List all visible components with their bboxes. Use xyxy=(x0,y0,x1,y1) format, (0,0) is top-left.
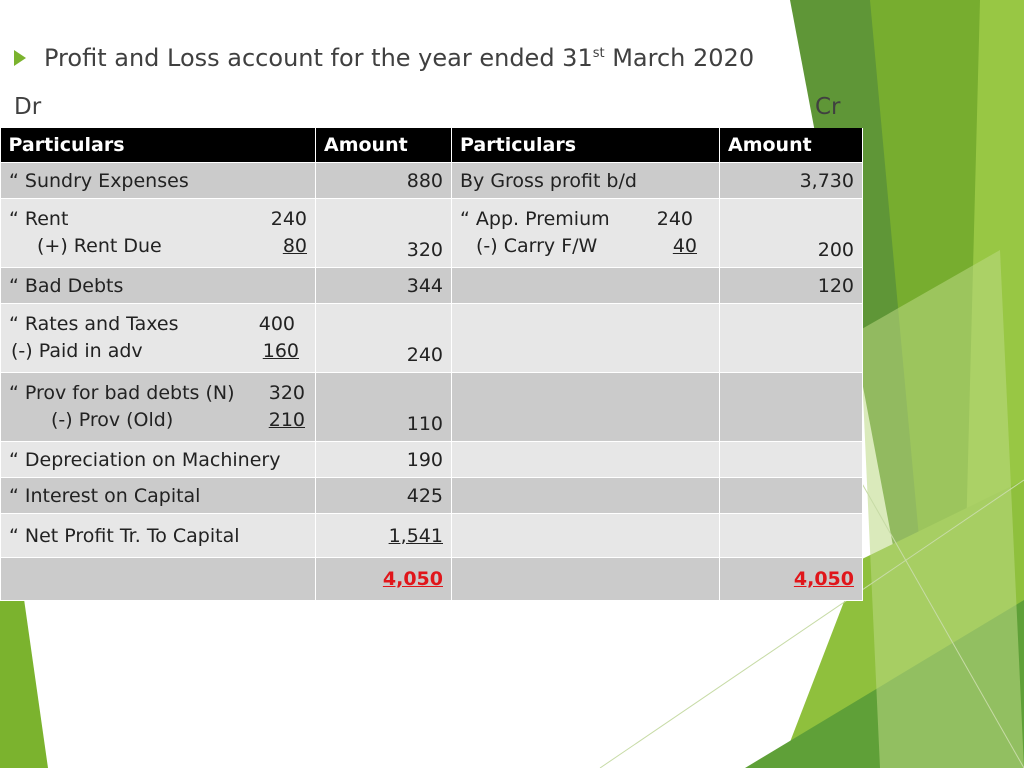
dr-amount: 880 xyxy=(316,163,452,199)
cr-amount xyxy=(720,304,863,373)
dr-amount: 344 xyxy=(316,268,452,304)
dr-total: 4,050 xyxy=(316,558,452,601)
dr-amount: 425 xyxy=(316,478,452,514)
cr-particular xyxy=(452,478,720,514)
cr-amount xyxy=(720,373,863,442)
header-cr-amount: Amount xyxy=(720,128,863,163)
dr-particular: “ Depreciation on Machinery xyxy=(1,442,316,478)
table-row xyxy=(1,304,863,373)
table-row xyxy=(1,514,863,558)
header-cr-particulars: Particulars xyxy=(452,128,720,163)
dr-amount: 320 xyxy=(316,199,452,268)
header-dr-particulars: Particulars xyxy=(1,128,316,163)
dr-particular: “ Net Profit Tr. To Capital xyxy=(1,514,316,558)
dr-label: Dr xyxy=(14,94,42,120)
dr-particular: “ Bad Debts xyxy=(1,268,316,304)
table-row xyxy=(1,442,863,478)
cr-amount: 200 xyxy=(720,199,863,268)
dr-particular: “ Rates and Taxes 400 (-) Paid in adv 160 xyxy=(1,304,316,373)
cr-amount xyxy=(720,514,863,558)
cr-particular: “ App. Premium 240 (-) Carry F/W 40 xyxy=(452,199,720,268)
table-header xyxy=(1,128,863,163)
cr-amount: 120 xyxy=(720,268,863,304)
cr-total-label xyxy=(452,558,720,601)
table-row xyxy=(1,373,863,442)
dr-amount: 190 xyxy=(316,442,452,478)
table-row xyxy=(1,268,863,304)
triangle-bullet-icon xyxy=(14,50,26,66)
cr-label: Cr xyxy=(815,94,841,120)
dr-amount: 240 xyxy=(316,304,452,373)
cr-particular xyxy=(452,373,720,442)
cr-particular: By Gross profit b/d xyxy=(452,163,720,199)
slide-title xyxy=(14,44,754,72)
dr-particular: “ Rent 240 (+) Rent Due 80 xyxy=(1,199,316,268)
cr-amount xyxy=(720,478,863,514)
cr-particular xyxy=(452,514,720,558)
dr-particular: “ Prov for bad debts (N) 320 (-) Prov (Old) 210 xyxy=(1,373,316,442)
profit-loss-table xyxy=(0,128,863,601)
cr-particular xyxy=(452,268,720,304)
totals-row xyxy=(1,558,863,601)
cr-total: 4,050 xyxy=(720,558,863,601)
dr-amount: 110 xyxy=(316,373,452,442)
dr-particular: “ Interest on Capital xyxy=(1,478,316,514)
table-row xyxy=(1,478,863,514)
dr-total-label xyxy=(1,558,316,601)
cr-amount: 3,730 xyxy=(720,163,863,199)
dr-amount: 1,541 xyxy=(316,514,452,558)
cr-amount xyxy=(720,442,863,478)
table-row xyxy=(1,199,863,268)
cr-particular xyxy=(452,304,720,373)
cr-particular xyxy=(452,442,720,478)
header-dr-amount: Amount xyxy=(316,128,452,163)
title-text: Profit and Loss account for the year ended 31st March 2020 xyxy=(44,44,755,72)
table-row xyxy=(1,163,863,199)
dr-particular: “ Sundry Expenses xyxy=(1,163,316,199)
